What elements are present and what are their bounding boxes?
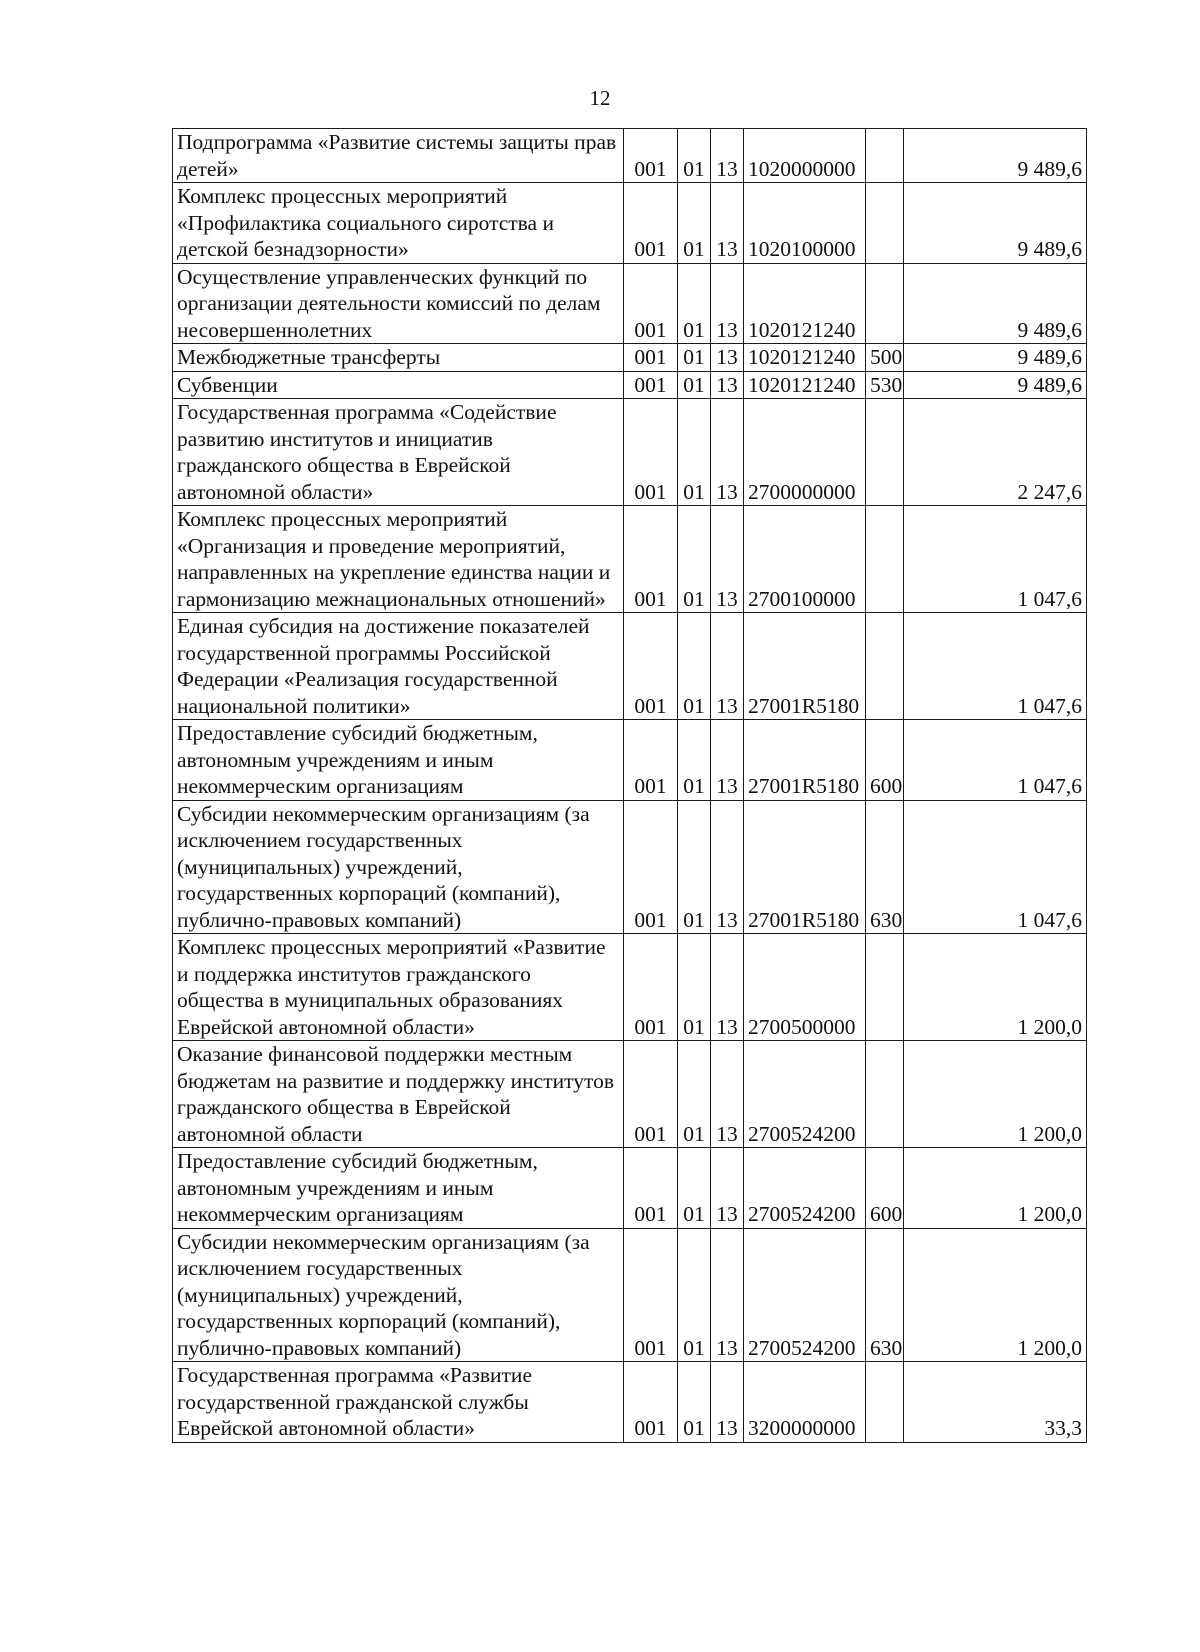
row-section-code: 01 (678, 506, 711, 613)
row-target-code: 2700524200 (744, 1228, 866, 1362)
row-amount: 9 489,6 (904, 371, 1087, 399)
row-amount: 9 489,6 (904, 263, 1087, 344)
page-number: 12 (589, 86, 611, 110)
row-gov-code: 001 (624, 129, 678, 183)
row-expense-type (866, 399, 904, 506)
row-gov-code: 001 (624, 344, 678, 372)
row-amount: 1 047,6 (904, 613, 1087, 720)
row-name: Комплекс процессных мероприятий «Развитие и поддержка институтов гражданского общества в муниципальных образованиях Еврейской автономной области» (173, 934, 624, 1041)
table-row (173, 1041, 1087, 1148)
row-section-code: 01 (678, 1148, 711, 1229)
row-target-code: 2700000000 (744, 399, 866, 506)
row-name: Межбюджетные трансферты (173, 344, 624, 372)
row-amount: 1 200,0 (904, 1041, 1087, 1148)
table-row (173, 506, 1087, 613)
row-subsection-code: 13 (711, 506, 744, 613)
row-expense-type (866, 183, 904, 264)
row-section-code: 01 (678, 129, 711, 183)
row-name: Субсидии некоммерческим организациям (за исключением государственных (муниципальных) учреждений, государственных корпораций (компаний), публично-правовых компаний) (173, 800, 624, 934)
row-subsection-code: 13 (711, 720, 744, 801)
row-gov-code: 001 (624, 399, 678, 506)
row-name: Осуществление управленческих функций по организации деятельности комиссий по делам несовершеннолетних (173, 263, 624, 344)
row-amount: 9 489,6 (904, 344, 1087, 372)
table-row (173, 1148, 1087, 1229)
row-target-code: 1020121240 (744, 371, 866, 399)
row-expense-type: 630 (866, 800, 904, 934)
table-row (173, 263, 1087, 344)
row-gov-code: 001 (624, 934, 678, 1041)
row-section-code: 01 (678, 1228, 711, 1362)
row-gov-code: 001 (624, 506, 678, 613)
row-amount: 2 247,6 (904, 399, 1087, 506)
table-row (173, 800, 1087, 934)
row-amount: 1 047,6 (904, 720, 1087, 801)
row-gov-code: 001 (624, 371, 678, 399)
row-gov-code: 001 (624, 1362, 678, 1443)
row-section-code: 01 (678, 1041, 711, 1148)
row-subsection-code: 13 (711, 613, 744, 720)
row-gov-code: 001 (624, 720, 678, 801)
table-row (173, 344, 1087, 372)
row-gov-code: 001 (624, 1148, 678, 1229)
row-subsection-code: 13 (711, 183, 744, 264)
row-expense-type: 530 (866, 371, 904, 399)
row-amount: 1 047,6 (904, 506, 1087, 613)
row-target-code: 2700524200 (744, 1148, 866, 1229)
row-section-code: 01 (678, 263, 711, 344)
row-expense-type (866, 1362, 904, 1443)
row-expense-type (866, 506, 904, 613)
row-section-code: 01 (678, 371, 711, 399)
row-subsection-code: 13 (711, 800, 744, 934)
row-name: Предоставление субсидий бюджетным, автономным учреждениям и иным некоммерческим организациям (173, 1148, 624, 1229)
row-expense-type (866, 129, 904, 183)
row-target-code: 1020100000 (744, 183, 866, 264)
row-target-code: 2700524200 (744, 1041, 866, 1148)
row-expense-type: 500 (866, 344, 904, 372)
row-gov-code: 001 (624, 1041, 678, 1148)
table-row (173, 183, 1087, 264)
row-target-code: 1020000000 (744, 129, 866, 183)
row-target-code: 3200000000 (744, 1362, 866, 1443)
row-expense-type: 630 (866, 1228, 904, 1362)
table-row (173, 720, 1087, 801)
row-subsection-code: 13 (711, 1041, 744, 1148)
row-expense-type (866, 1041, 904, 1148)
row-target-code: 27001R5180 (744, 800, 866, 934)
row-subsection-code: 13 (711, 129, 744, 183)
table-row (173, 399, 1087, 506)
row-subsection-code: 13 (711, 1228, 744, 1362)
row-target-code: 2700500000 (744, 934, 866, 1041)
row-expense-type: 600 (866, 720, 904, 801)
row-amount: 9 489,6 (904, 183, 1087, 264)
row-target-code: 2700100000 (744, 506, 866, 613)
row-name: Оказание финансовой поддержки местным бюджетам на развитие и поддержку институтов гражданского общества в Еврейской автономной области (173, 1041, 624, 1148)
row-amount: 1 200,0 (904, 1228, 1087, 1362)
table-row (173, 934, 1087, 1041)
row-gov-code: 001 (624, 613, 678, 720)
table-row (173, 1362, 1087, 1443)
row-target-code: 27001R5180 (744, 613, 866, 720)
row-section-code: 01 (678, 720, 711, 801)
row-name: Комплекс процессных мероприятий «Профилактика социального сиротства и детской безнадзорности» (173, 183, 624, 264)
table-row (173, 613, 1087, 720)
row-subsection-code: 13 (711, 263, 744, 344)
row-amount: 1 200,0 (904, 934, 1087, 1041)
table-row (173, 1228, 1087, 1362)
budget-table (172, 128, 1087, 1443)
row-name: Подпрограмма «Развитие системы защиты прав детей» (173, 129, 624, 183)
row-section-code: 01 (678, 800, 711, 934)
row-gov-code: 001 (624, 263, 678, 344)
row-expense-type: 600 (866, 1148, 904, 1229)
row-section-code: 01 (678, 399, 711, 506)
row-amount: 33,3 (904, 1362, 1087, 1443)
row-section-code: 01 (678, 344, 711, 372)
row-expense-type (866, 934, 904, 1041)
row-name: Комплекс процессных мероприятий «Организация и проведение мероприятий, направленных на укрепление единства нации и гармонизацию межнациональных отношений» (173, 506, 624, 613)
row-gov-code: 001 (624, 1228, 678, 1362)
row-subsection-code: 13 (711, 1362, 744, 1443)
row-subsection-code: 13 (711, 934, 744, 1041)
row-subsection-code: 13 (711, 399, 744, 506)
table-row (173, 129, 1087, 183)
table-row (173, 371, 1087, 399)
row-subsection-code: 13 (711, 344, 744, 372)
row-name: Государственная программа «Содействие развитию институтов и инициатив гражданского общества в Еврейской автономной области» (173, 399, 624, 506)
row-name: Субвенции (173, 371, 624, 399)
row-section-code: 01 (678, 613, 711, 720)
row-target-code: 27001R5180 (744, 720, 866, 801)
row-section-code: 01 (678, 183, 711, 264)
row-amount: 9 489,6 (904, 129, 1087, 183)
row-target-code: 1020121240 (744, 344, 866, 372)
row-name: Предоставление субсидий бюджетным, автономным учреждениям и иным некоммерческим организациям (173, 720, 624, 801)
row-amount: 1 200,0 (904, 1148, 1087, 1229)
row-section-code: 01 (678, 934, 711, 1041)
row-subsection-code: 13 (711, 371, 744, 399)
row-target-code: 1020121240 (744, 263, 866, 344)
row-gov-code: 001 (624, 800, 678, 934)
row-gov-code: 001 (624, 183, 678, 264)
row-section-code: 01 (678, 1362, 711, 1443)
row-name: Государственная программа «Развитие государственной гражданской службы Еврейской автономной области» (173, 1362, 624, 1443)
row-expense-type (866, 263, 904, 344)
row-amount: 1 047,6 (904, 800, 1087, 934)
row-expense-type (866, 613, 904, 720)
row-subsection-code: 13 (711, 1148, 744, 1229)
row-name: Субсидии некоммерческим организациям (за исключением государственных (муниципальных) учреждений, государственных корпораций (компаний), публично-правовых компаний) (173, 1228, 624, 1362)
row-name: Единая субсидия на достижение показателей государственной программы Российской Федерации «Реализация государственной национальной политики» (173, 613, 624, 720)
